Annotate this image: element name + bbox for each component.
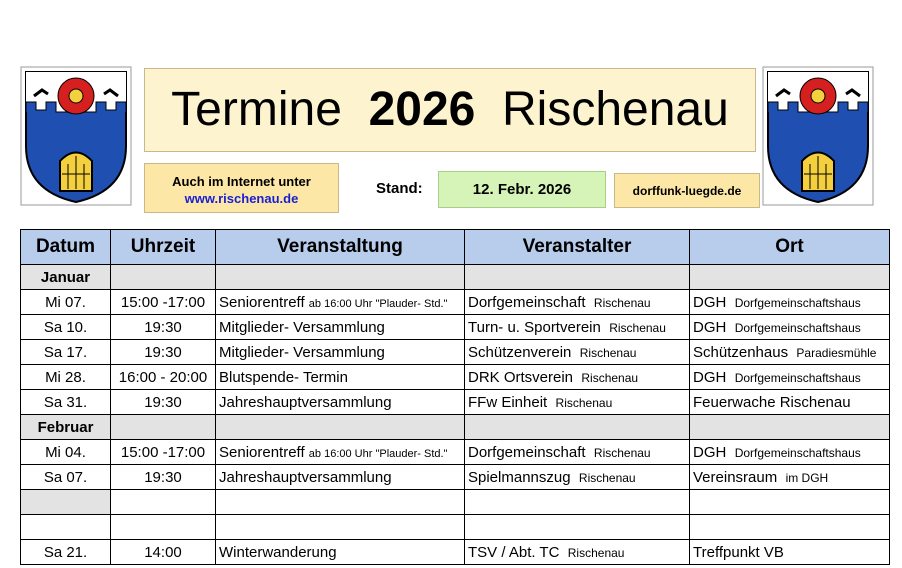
organizer-name: Schützenverein [468, 343, 572, 361]
event-name: Mitglieder- Versammlung [219, 343, 385, 361]
empty-cell [465, 415, 690, 440]
event-cell [216, 290, 465, 315]
time-cell: 16:00 - 20:00 [111, 365, 216, 390]
organizer-note: Rischenau [555, 395, 613, 410]
empty-cell [690, 415, 890, 440]
col-header-uhrzeit: Uhrzeit [111, 230, 216, 265]
event-cell [216, 315, 465, 340]
location-name: Treffpunkt VB [693, 543, 784, 561]
location-name: Vereinsraum [693, 468, 778, 486]
coat-of-arms-icon [20, 66, 132, 206]
location-note: Paradiesmühle [796, 345, 877, 360]
organizer-name: Spielmannszug [468, 468, 571, 486]
organizer-note: Rischenau [593, 445, 651, 460]
stand-label: Stand: [376, 180, 423, 197]
stand-date: 12. Febr. 2026 [438, 171, 606, 208]
date-cell: Sa 17. [21, 340, 111, 365]
empty-cell [690, 265, 890, 290]
location-note: Dorfgemeinschaftshaus [734, 445, 861, 460]
internet-label: Auch im Internet unter [172, 174, 311, 189]
organizer-cell [465, 365, 690, 390]
date-cell: Sa 21. [21, 540, 111, 565]
date-cell: Sa 10. [21, 315, 111, 340]
event-name: Blutspende- Termin [219, 368, 348, 386]
event-cell [216, 440, 465, 465]
organizer-cell [465, 390, 690, 415]
location-cell [690, 390, 890, 415]
empty-row [21, 490, 890, 515]
organizer-name: Turn- u. Sportverein [468, 318, 601, 336]
location-note: Dorfgemeinschaftshaus [734, 370, 861, 385]
event-name: Seniorentreff [219, 293, 305, 311]
location-name: DGH [693, 318, 727, 336]
empty-cell [216, 490, 465, 515]
location-cell [690, 290, 890, 315]
time-cell: 15:00 -17:00 [111, 440, 216, 465]
empty-cell [216, 515, 465, 540]
event-cell [216, 390, 465, 415]
location-cell [690, 540, 890, 565]
location-name: DGH [693, 293, 727, 311]
title-place: Rischenau [502, 83, 729, 136]
organizer-cell [465, 340, 690, 365]
location-cell [690, 315, 890, 340]
table-header-row [21, 230, 890, 265]
empty-cell [111, 265, 216, 290]
col-header-ort: Ort [690, 230, 890, 265]
empty-cell [21, 490, 111, 515]
event-note: ab 16:00 Uhr "Plauder- Std." [308, 297, 448, 310]
event-cell [216, 540, 465, 565]
organizer-name: DRK Ortsverein [468, 368, 574, 386]
location-name: DGH [693, 368, 727, 386]
location-name: DGH [693, 443, 727, 461]
organizer-note: Rischenau [578, 470, 636, 485]
time-cell: 19:30 [111, 340, 216, 365]
organizer-cell [465, 315, 690, 340]
time-cell: 14:00 [111, 540, 216, 565]
empty-cell [216, 415, 465, 440]
location-cell [690, 465, 890, 490]
event-name: Jahreshauptversammlung [219, 468, 392, 486]
date-cell: Sa 07. [21, 465, 111, 490]
empty-cell [465, 265, 690, 290]
empty-row [21, 515, 890, 540]
organizer-cell [465, 290, 690, 315]
time-cell: 19:30 [111, 390, 216, 415]
organizer-note: Rischenau [567, 545, 625, 560]
dorffunk-link[interactable]: dorffunk-luegde.de [614, 173, 760, 208]
location-cell [690, 365, 890, 390]
organizer-note: Rischenau [593, 295, 651, 310]
empty-cell [216, 265, 465, 290]
location-cell [690, 340, 890, 365]
empty-cell [690, 515, 890, 540]
time-cell: 19:30 [111, 465, 216, 490]
event-cell [216, 365, 465, 390]
table-row [21, 315, 890, 340]
table-row [21, 340, 890, 365]
event-note: ab 16:00 Uhr "Plauder- Std." [308, 447, 448, 460]
event-name: Winterwanderung [219, 543, 337, 561]
coat-of-arms-icon [762, 66, 874, 206]
col-header-datum: Datum [21, 230, 111, 265]
table-row [21, 540, 890, 565]
month-name: Februar [21, 415, 111, 440]
organizer-cell [465, 440, 690, 465]
title-word: Termine [171, 83, 342, 136]
month-name: Januar [21, 265, 111, 290]
col-header-veranstaltung: Veranstaltung [216, 230, 465, 265]
empty-cell [111, 515, 216, 540]
event-cell [216, 465, 465, 490]
website-link[interactable]: www.rischenau.de [184, 191, 299, 206]
page-title [144, 68, 756, 152]
time-cell: 15:00 -17:00 [111, 290, 216, 315]
month-header-row [21, 415, 890, 440]
organizer-cell [465, 540, 690, 565]
table-row [21, 465, 890, 490]
event-name: Mitglieder- Versammlung [219, 318, 385, 336]
location-name: Feuerwache Rischenau [693, 393, 851, 411]
date-cell: Mi 28. [21, 365, 111, 390]
organizer-name: Dorfgemeinschaft [468, 443, 586, 461]
empty-cell [465, 490, 690, 515]
organizer-note: Rischenau [579, 345, 637, 360]
col-header-veranstalter: Veranstalter [465, 230, 690, 265]
event-name: Jahreshauptversammlung [219, 393, 392, 411]
location-note: Dorfgemeinschaftshaus [734, 320, 861, 335]
location-note: im DGH [785, 470, 829, 485]
table-row [21, 440, 890, 465]
location-name: Schützenhaus [693, 343, 789, 361]
table-row [21, 390, 890, 415]
organizer-name: TSV / Abt. TC [468, 543, 560, 561]
date-cell: Mi 04. [21, 440, 111, 465]
organizer-name: Dorfgemeinschaft [468, 293, 586, 311]
event-cell [216, 340, 465, 365]
organizer-note: Rischenau [581, 370, 639, 385]
empty-cell [111, 490, 216, 515]
month-header-row [21, 265, 890, 290]
empty-cell [21, 515, 111, 540]
organizer-note: Rischenau [609, 320, 666, 335]
schedule-table [20, 229, 890, 565]
event-name: Seniorentreff [219, 443, 305, 461]
time-cell: 19:30 [111, 315, 216, 340]
location-note: Dorfgemeinschaftshaus [734, 295, 861, 310]
location-cell [690, 440, 890, 465]
title-year: 2026 [368, 83, 476, 136]
internet-notice [144, 163, 339, 213]
date-cell: Sa 31. [21, 390, 111, 415]
organizer-name: FFw Einheit [468, 393, 548, 411]
table-row [21, 365, 890, 390]
empty-cell [111, 415, 216, 440]
date-cell: Mi 07. [21, 290, 111, 315]
organizer-cell [465, 465, 690, 490]
empty-cell [465, 515, 690, 540]
empty-cell [690, 490, 890, 515]
table-row [21, 290, 890, 315]
